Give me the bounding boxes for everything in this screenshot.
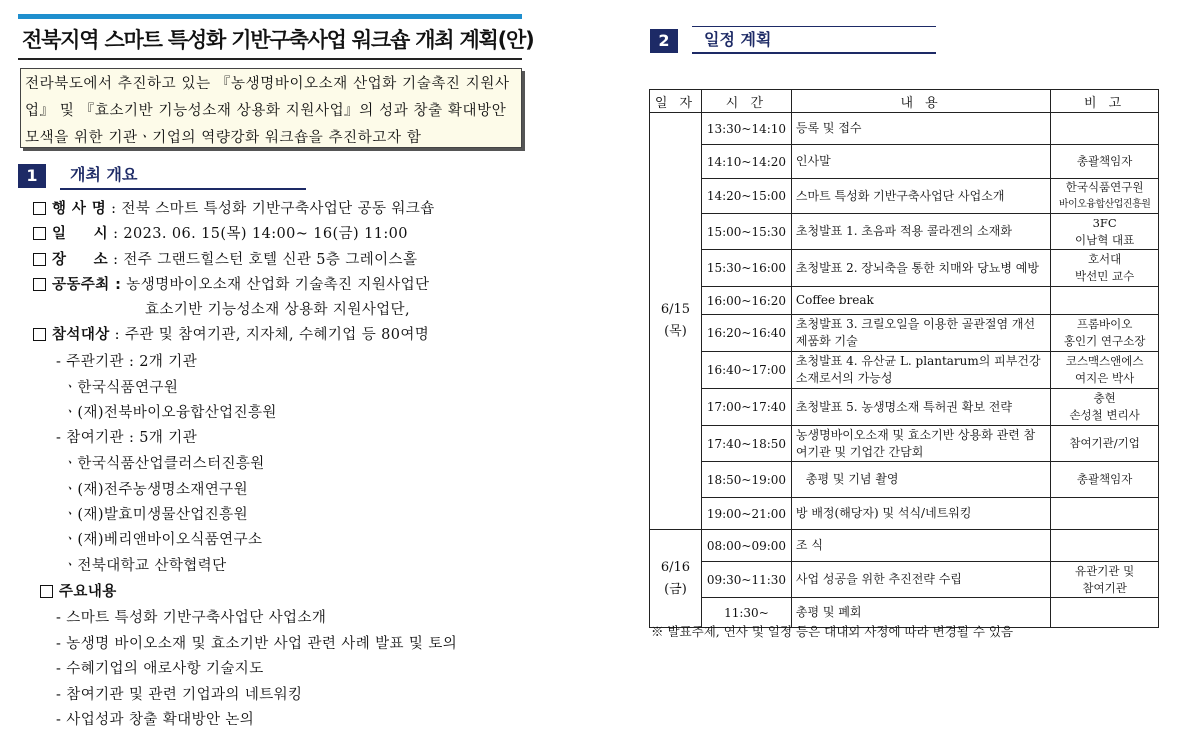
note-line: 충현 bbox=[1093, 391, 1116, 405]
content-cell: 초청발표 4. 유산균 L. plantarum의 피부건강 소재로서의 가능성 bbox=[791, 352, 1050, 389]
content-cell: 사업 성공을 위한 추진전략 수립 bbox=[791, 562, 1050, 598]
time-cell: 11:30~ bbox=[701, 598, 791, 628]
event-place-line: 장 소 : 전주 그랜드힐스턴 호텔 신관 5층 그레이스홀 bbox=[33, 248, 417, 269]
table-row bbox=[650, 462, 1159, 498]
host-org-header: - 주관기관 : 2개 기관 bbox=[56, 354, 198, 370]
content-cell: 방 배정(해당자) 및 석식/네트워킹 bbox=[791, 498, 1050, 530]
content-cell: 초청발표 3. 크릴오일을 이용한 골관절염 개선 제품화 기술 bbox=[791, 315, 1050, 352]
note-cell bbox=[1051, 562, 1159, 598]
content-cell: 조 식 bbox=[791, 530, 1050, 562]
note-line: 코스맥스앤에스 bbox=[1065, 354, 1144, 368]
note-cell bbox=[1051, 287, 1159, 315]
note-cell bbox=[1051, 179, 1159, 214]
table-row bbox=[650, 389, 1159, 426]
table-header-row bbox=[650, 90, 1159, 113]
content-cell: 초청발표 5. 농생명소재 특허권 확보 전략 bbox=[791, 389, 1050, 426]
participant-org-item: ㆍ전북대학교 산학협력단 bbox=[63, 558, 227, 574]
main-content-item: - 사업성과 창출 확대방안 논의 bbox=[56, 712, 255, 728]
intro-box bbox=[20, 68, 522, 148]
note-line: 홍인기 연구소장 bbox=[1063, 334, 1146, 348]
participant-org-item: ㆍ한국식품산업클러스터진흥원 bbox=[63, 456, 265, 472]
table-row bbox=[650, 352, 1159, 389]
participant-org-item: ㆍ(재)베리앤바이오식품연구소 bbox=[63, 532, 263, 548]
section-1-number: 1 bbox=[18, 164, 46, 188]
section-2-underline bbox=[692, 52, 936, 54]
time-cell: 15:30~16:00 bbox=[701, 250, 791, 287]
table-row bbox=[650, 498, 1159, 530]
content-cell: Coffee break bbox=[791, 287, 1050, 315]
intro-line-3: 모색을 위한 기관ㆍ기업의 역량강화 워크숍을 추진하고자 함 bbox=[25, 130, 422, 146]
table-row bbox=[650, 179, 1159, 214]
section-1-title: 개최 개요 bbox=[70, 165, 138, 184]
header-time: 시 간 bbox=[701, 90, 791, 113]
note-cell bbox=[1051, 113, 1159, 145]
event-host-line-2: 효소기반 기능성소재 상용화 지원사업단, bbox=[145, 302, 410, 318]
table-row bbox=[650, 530, 1159, 562]
intro-line-1: 전라북도에서 추진하고 있는 『농생명바이오소재 산업화 기술촉진 지원사 bbox=[25, 76, 510, 92]
schedule-footnote: ※ 발표주제, 연사 및 일정 등은 대내외 사정에 따라 변경될 수 있음 bbox=[651, 624, 1014, 639]
content-cell: 등록 및 접수 bbox=[791, 113, 1050, 145]
time-cell: 17:00~17:40 bbox=[701, 389, 791, 426]
time-cell: 08:00~09:00 bbox=[701, 530, 791, 562]
checkbox-icon bbox=[33, 227, 46, 240]
participant-org-item: ㆍ(재)발효미생물산업진흥원 bbox=[63, 507, 248, 523]
section-1-underline bbox=[60, 188, 306, 190]
note-cell bbox=[1051, 250, 1159, 287]
note-cell bbox=[1051, 498, 1159, 530]
content-cell: 인사말 bbox=[791, 145, 1050, 179]
header-content: 내 용 bbox=[791, 90, 1050, 113]
note-cell bbox=[1051, 214, 1159, 250]
main-content-header: 주요내용 bbox=[40, 580, 117, 601]
time-cell: 19:00~21:00 bbox=[701, 498, 791, 530]
time-cell: 15:00~15:30 bbox=[701, 214, 791, 250]
note-cell bbox=[1051, 352, 1159, 389]
note-cell: 총괄책임자 bbox=[1051, 462, 1159, 498]
note-line: 참여기관 bbox=[1082, 580, 1127, 595]
note-line: 프롬바이오 bbox=[1076, 317, 1133, 331]
content-cell: 초청발표 2. 장뇌축을 통한 치매와 당뇨병 예방 bbox=[791, 250, 1050, 287]
checkbox-icon bbox=[33, 278, 46, 291]
note-cell bbox=[1051, 315, 1159, 352]
note-line: 바이오융합산업진흥원 bbox=[1058, 199, 1151, 210]
time-cell: 09:30~11:30 bbox=[701, 562, 791, 598]
note-line: 호서대 bbox=[1087, 252, 1122, 266]
title-underline bbox=[18, 58, 522, 60]
note-line: 한국식품연구원 bbox=[1065, 180, 1144, 194]
checkbox-icon bbox=[40, 585, 53, 598]
main-content-item: - 스마트 특성화 기반구축사업단 사업소개 bbox=[56, 610, 327, 626]
checkbox-icon bbox=[33, 202, 46, 215]
content-cell: 총평 및 기념 촬영 bbox=[791, 462, 1050, 498]
note-line: 여지은 박사 bbox=[1075, 371, 1135, 385]
intro-line-2: 업』 및 『효소기반 기능성소재 상용화 지원사업』의 성과 창출 확대방안 bbox=[25, 103, 507, 119]
checkbox-icon bbox=[33, 253, 46, 266]
day-cell: 6/16 (금) bbox=[650, 530, 702, 628]
table-row bbox=[650, 145, 1159, 179]
participant-org-item: ㆍ(재)전주농생명소재연구원 bbox=[63, 482, 248, 498]
table-row bbox=[650, 426, 1159, 462]
table-row bbox=[650, 287, 1159, 315]
event-date-line: 일 시 : 2023. 06. 15(목) 14:00~ 16(금) 11:00 bbox=[33, 222, 408, 243]
table-row bbox=[650, 113, 1159, 145]
note-line: 이남혁 대표 bbox=[1075, 232, 1135, 247]
table-row bbox=[650, 315, 1159, 352]
schedule-table bbox=[649, 89, 1159, 628]
time-cell: 16:20~16:40 bbox=[701, 315, 791, 352]
main-content-item: - 참여기관 및 관련 기업과의 네트워킹 bbox=[56, 687, 303, 703]
time-cell: 16:00~16:20 bbox=[701, 287, 791, 315]
note-line: 손성철 변리사 bbox=[1069, 408, 1140, 422]
host-org-item: ㆍ한국식품연구원 bbox=[63, 380, 179, 396]
checkbox-icon bbox=[33, 328, 46, 341]
title-accent-bar bbox=[18, 14, 522, 19]
table-row bbox=[650, 562, 1159, 598]
time-cell: 13:30~14:10 bbox=[701, 113, 791, 145]
content-cell: 초청발표 1. 초음파 적용 콜라겐의 소재화 bbox=[791, 214, 1050, 250]
content-cell: 총평 및 폐회 bbox=[791, 598, 1050, 628]
table-row bbox=[650, 214, 1159, 250]
section-2-title: 일정 계획 bbox=[704, 30, 772, 49]
note-cell: 참여기관/기업 bbox=[1051, 426, 1159, 462]
participant-org-header: - 참여기관 : 5개 기관 bbox=[56, 430, 198, 446]
document-title: 전북지역 스마트 특성화 기반구축사업 워크숍 개최 계획(안) bbox=[22, 28, 534, 52]
time-cell: 14:20~15:00 bbox=[701, 179, 791, 214]
time-cell: 18:50~19:00 bbox=[701, 462, 791, 498]
section-2-number: 2 bbox=[650, 29, 678, 53]
note-line: 유관기관 및 bbox=[1075, 563, 1135, 578]
main-content-item: - 농생명 바이오소재 및 효소기반 사업 관련 사례 발표 및 토의 bbox=[56, 636, 458, 652]
day-cell: 6/15 (목) bbox=[650, 113, 702, 530]
event-name-line: 행 사 명 : 전북 스마트 특성화 기반구축사업단 공동 워크숍 bbox=[33, 197, 435, 218]
header-note: 비 고 bbox=[1051, 90, 1159, 113]
time-cell: 16:40~17:00 bbox=[701, 352, 791, 389]
content-cell: 농생명바이오소재 및 효소기반 상용화 관련 참여기관 및 기업간 간담회 bbox=[791, 426, 1050, 462]
time-cell: 17:40~18:50 bbox=[701, 426, 791, 462]
host-org-item: ㆍ(재)전북바이오융합산업진흥원 bbox=[63, 405, 277, 421]
note-line: 박선민 교수 bbox=[1075, 269, 1135, 283]
section-2-overline bbox=[692, 26, 936, 27]
header-date: 일 자 bbox=[650, 90, 702, 113]
event-attendees-line: 참석대상 : 주관 및 참여기관, 지자체, 수혜기업 등 80여명 bbox=[33, 323, 429, 344]
table-row bbox=[650, 250, 1159, 287]
note-cell bbox=[1051, 389, 1159, 426]
note-cell bbox=[1051, 598, 1159, 628]
note-cell: 총괄책임자 bbox=[1051, 145, 1159, 179]
note-line: 3FC bbox=[1092, 215, 1117, 230]
event-host-line: 공동주최 : 농생명바이오소재 산업화 기술촉진 지원사업단 bbox=[33, 273, 429, 294]
time-cell: 14:10~14:20 bbox=[701, 145, 791, 179]
main-content-item: - 수혜기업의 애로사항 기술지도 bbox=[56, 661, 264, 677]
content-cell: 스마트 특성화 기반구축사업단 사업소개 bbox=[791, 179, 1050, 214]
note-cell bbox=[1051, 530, 1159, 562]
